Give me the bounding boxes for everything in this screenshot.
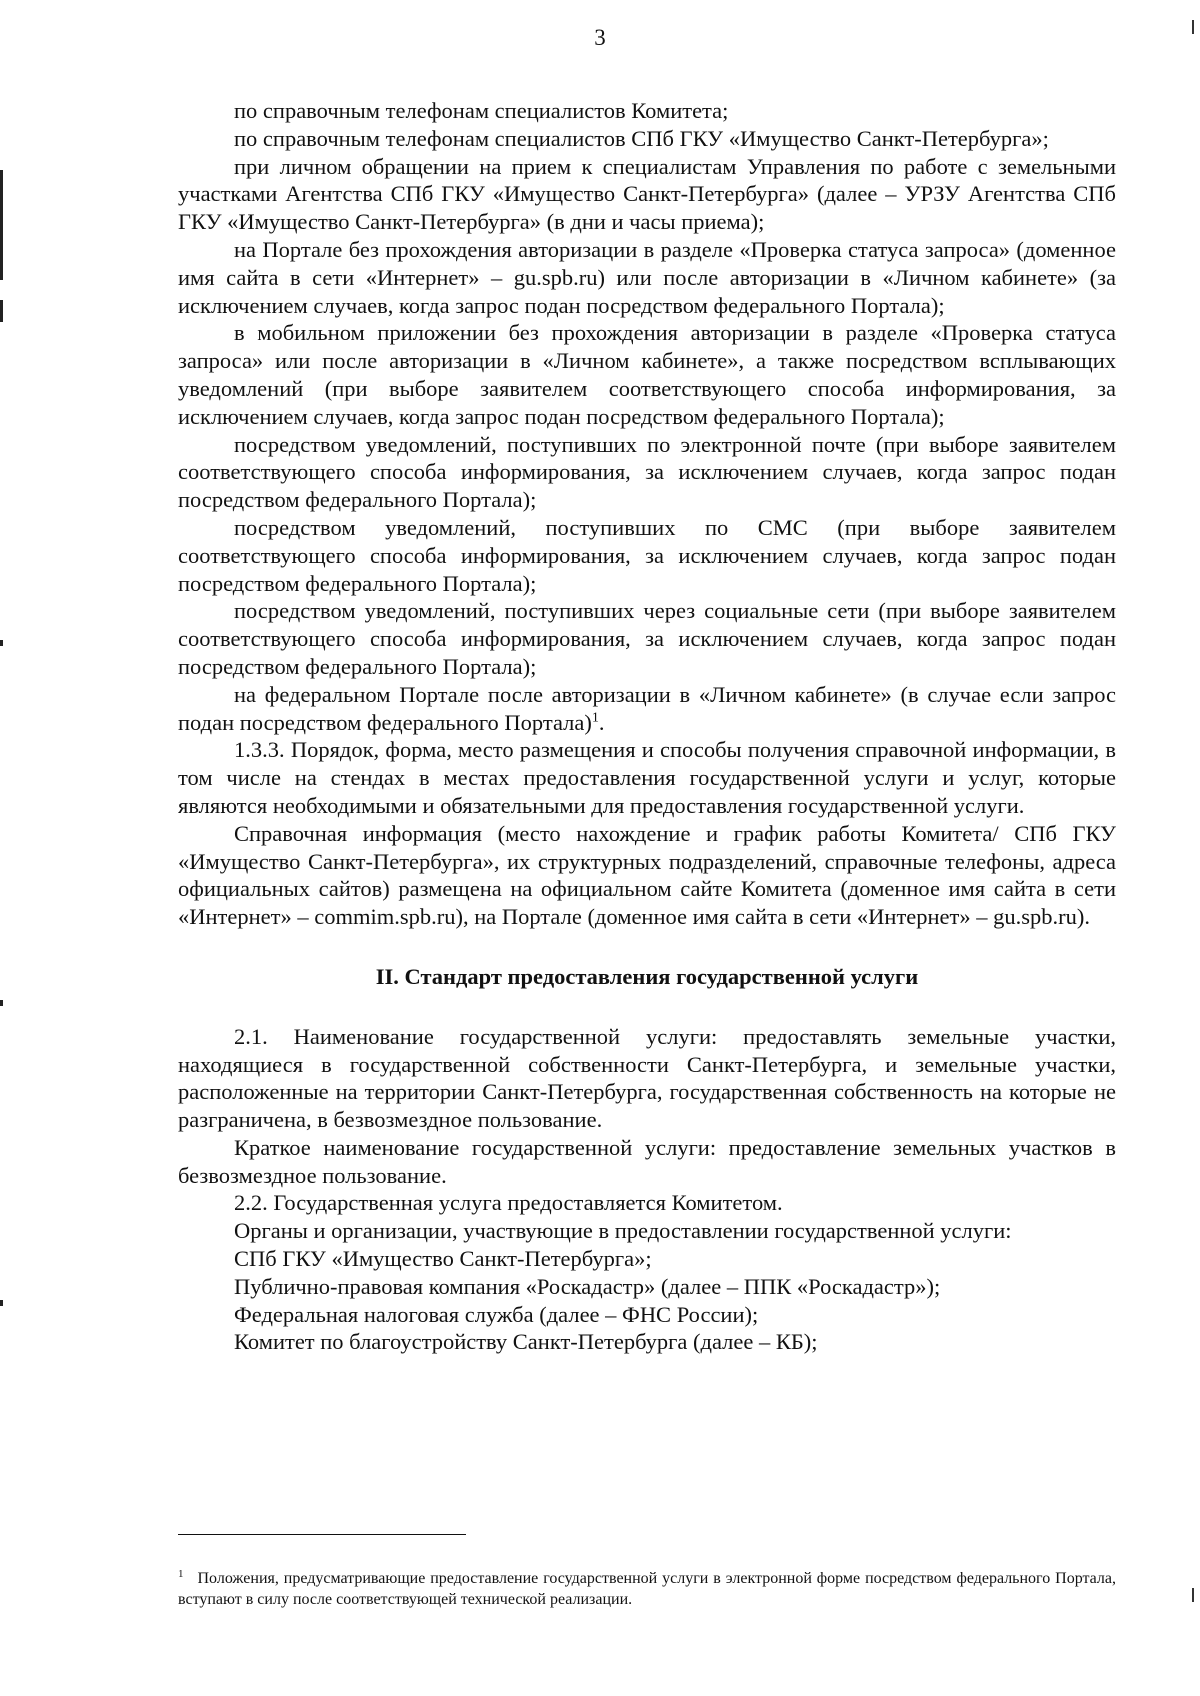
paragraph: Комитет по благоустройству Санкт-Петербурга (далее – КБ); — [234, 1329, 818, 1355]
paragraph: Справочная информация (место нахождение и график работы Комитета/ СПб ГКУ «Имущество Санкт-Петербурга», их структурных подразделений, справочные телефоны, адреса официальных сайтов) размещена на официальном сайте Комитета (доменное имя сайта в сети «Интернет» – commim.spb.ru), на Портале (доменное имя сайта в сети «Интернет» – gu.spb.ru). — [178, 820, 1116, 930]
scan-edge-mark — [0, 1300, 3, 1306]
paragraph: посредством уведомлений, поступивших по электронной почте (при выборе заявителем соответствующего способа информирования, за исключением случаев, когда запрос подан посредством федерального Портала); — [178, 431, 1116, 513]
paragraph: 2.1. Наименование государственной услуги: предоставлять земельные участки, находящиеся в государственной собственности Санкт-Петербурга, и земельные участки, расположенные на территории Санкт-Петербурга, государственная собственность на которые не разграничена, в безвозмездное пользование. — [178, 1023, 1116, 1133]
paragraph: Краткое наименование государственной услуги: предоставление земельных участков в безвозмездное пользование. — [178, 1134, 1116, 1188]
scan-edge-mark — [0, 640, 3, 646]
paragraph: СПб ГКУ «Имущество Санкт-Петербурга»; — [234, 1246, 652, 1272]
paragraph: 1.3.3. Порядок, форма, место размещения и способы получения справочной информации, в том числе на стендах в местах предоставления государственной услуги и услуг, которые являются необходимыми и обязательными для предоставления государственной услуги. — [178, 737, 1116, 818]
section-heading: II. Стандарт предоставления государственной услуги — [375, 963, 919, 989]
scan-edge-mark — [0, 170, 3, 280]
paragraph: Органы и организации, участвующие в предоставлении государственной услуги: — [234, 1218, 1012, 1244]
page-number: 3 — [594, 25, 606, 50]
scan-edge-mark — [0, 1000, 3, 1006]
paragraph: на Портале без прохождения авторизации в разделе «Проверка статуса запроса» (доменное имя сайта в сети «Интернет» – gu.spb.ru) или после авторизации в «Личном кабинете» (за исключением случаев, когда запрос подан посредством федерального Портала); — [178, 236, 1116, 318]
footnote-mark: 1 — [178, 1567, 184, 1580]
paragraph: по справочным телефонам специалистов СПб ГКУ «Имущество Санкт-Петербурга»; — [234, 125, 1049, 151]
footnote-separator — [178, 1534, 466, 1535]
paragraph-text: на федеральном Портале после авторизации в «Личном кабинете» (в случае если запрос подан посредством федерального Портала) — [178, 681, 1116, 735]
paragraph: при личном обращении на прием к специалистам Управления по работе с земельными участками Агентства СПб ГКУ «Имущество Санкт-Петербурга» (далее – УРЗУ Агентства СПб ГКУ «Имущество Санкт-Петербурга» (в дни и часы приема); — [178, 153, 1116, 235]
paragraph: в мобильном приложении без прохождения авторизации в разделе «Проверка статуса запроса» или после авторизации в «Личном кабинете», а также посредством всплывающих уведомлений (при выборе заявителем соответствующего способа информирования, за исключением случаев, когда запрос подан посредством федерального Портала); — [178, 320, 1116, 429]
scan-edge-mark — [0, 300, 3, 322]
scan-edge-mark — [1192, 1588, 1194, 1602]
body-text — [178, 97, 1116, 1356]
paragraph: посредством уведомлений, поступивших через социальные сети (при выборе заявителем соответствующего способа информирования, за исключением случаев, когда запрос подан посредством федерального Портала); — [178, 598, 1116, 679]
paragraph-end: . — [598, 709, 605, 735]
paragraph: Публично-правовая компания «Роскадастр» (далее – ППК «Роскадастр»); — [234, 1273, 941, 1299]
paragraph: Федеральная налоговая служба (далее – ФНС России); — [234, 1301, 759, 1327]
paragraph: посредством уведомлений, поступивших по СМС (при выборе заявителем соответствующего способа информирования, за исключением случаев, когда запрос подан посредством федерального Портала); — [178, 514, 1116, 596]
footnote — [178, 1568, 1116, 1610]
paragraph: по справочным телефонам специалистов Комитета; — [234, 98, 729, 123]
footnote-reference[interactable]: 1 — [591, 710, 599, 726]
footnote-text: Положения, предусматривающие предоставление государственной услуги в электронной форме посредством федерального Портала, вступают в силу после соответствующей технической реализации. — [178, 1570, 1116, 1608]
paragraph: 2.2. Государственная услуга предоставляется Комитетом. — [234, 1190, 783, 1216]
paragraph-with-footnote — [178, 681, 1116, 737]
